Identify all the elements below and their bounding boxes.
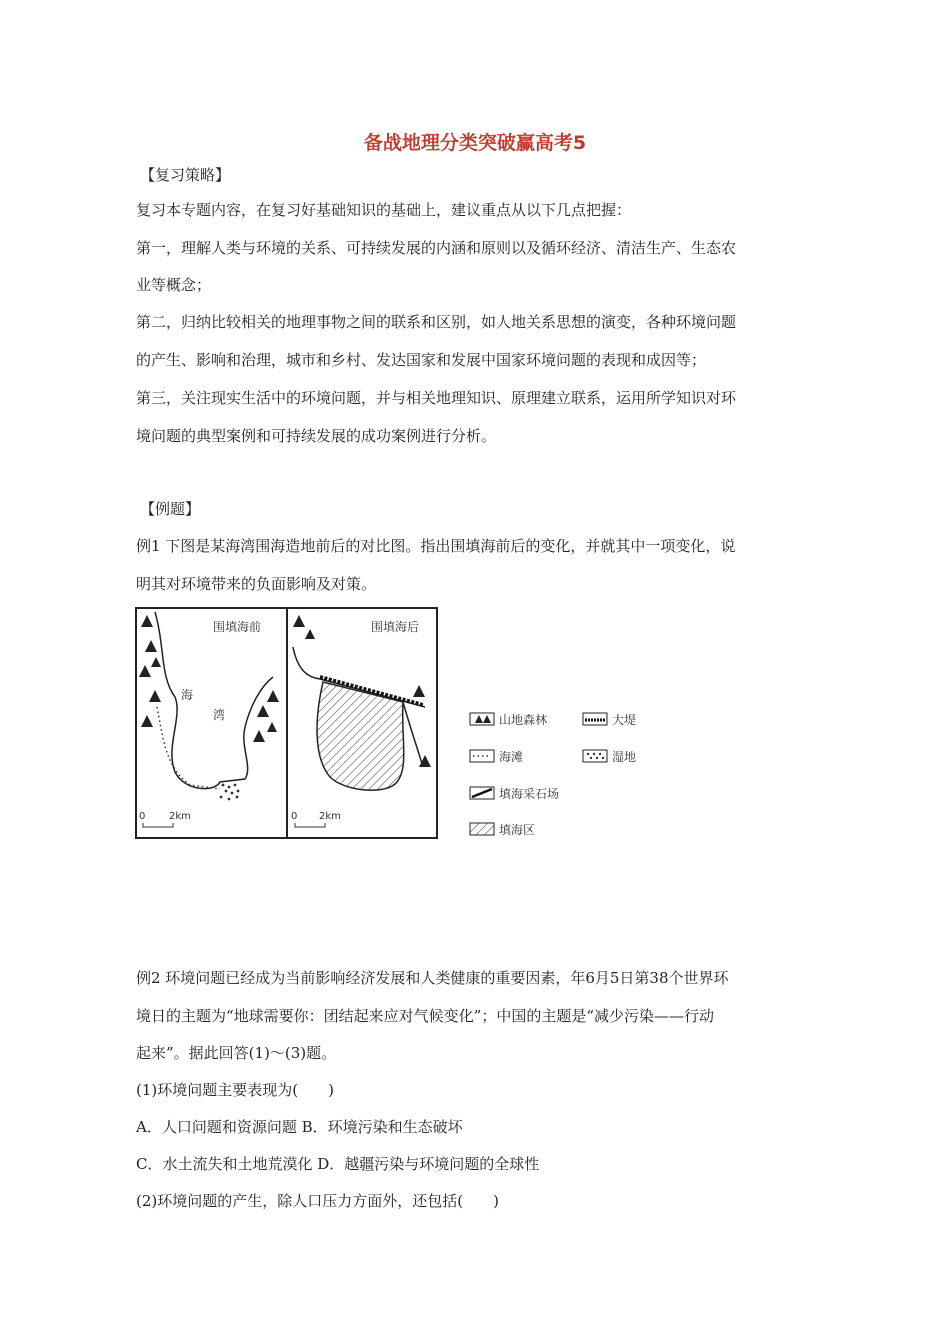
scale-zero-right: 0 [291,811,298,822]
section-heading-strategy: 【复习策略】 [140,166,231,184]
question-line: (1)环境问题主要表现为( ) [136,1081,334,1099]
beach-dots-before [157,707,220,789]
panel-before-frame [136,608,287,838]
scale-label-right: 2km [319,811,341,822]
strategy-line: 第二，归纳比较相关的地理事物之间的联系和区别，如人地关系思想的演变，各种环境问题 [136,313,737,331]
legend-label: 填海采石场 [499,787,560,801]
bay-label-1: 海 [181,688,194,702]
scale-bar-left [143,823,173,827]
coastline-before [155,612,273,789]
scale-zero-left: 0 [139,811,146,822]
strategy-line: 第一，理解人类与环境的关系、可持续发展的内涵和原则以及循环经济、清洁生产、生态农 [136,239,737,257]
reclaim-area [317,682,404,790]
question-line: (2)环境问题的产生，除人口压力方面外，还包括( ) [136,1192,499,1210]
reclamation-comparison-figure [135,607,655,839]
wetland-icon [583,750,607,762]
strategy-line: 境问题的典型案例和可持续发展的成功案例进行分析。 [136,427,497,445]
reclaim-icon [470,823,494,835]
coastline-after-east [403,702,423,767]
forest-icon [470,713,494,725]
option-line: A．人口问题和资源问题 B．环境污染和生态破坏 [136,1118,463,1136]
example2-line: 例2 环境问题已经成为当前影响经济发展和人类健康的重要因素，年6月5日第38个世界环 [136,969,729,987]
panel-after-title: 围填海后 [371,620,420,634]
scale-label-left: 2km [169,811,191,822]
example1-line: 明其对环境带来的负面影响及对策。 [136,575,377,593]
strategy-line: 业等概念； [136,276,212,294]
legend-label: 湿地 [612,750,637,764]
example2-line: 境日的主题为“地球需要你：团结起来应对气候变化”；中国的主题是“减少污染——行动 [136,1007,715,1025]
strategy-line: 复习本专题内容，在复习好基础知识的基础上，建议重点从以下几点把握： [136,201,632,219]
forest-left-before [139,615,161,727]
option-line: C．水土流失和土地荒漠化 D．越疆污染与环境问题的全球性 [136,1155,540,1173]
scale-bar-right [295,823,325,827]
legend-label: 大堤 [612,713,637,727]
panel-before-title: 围填海前 [213,620,262,634]
wetland-patch-before [220,784,240,801]
legend-label: 山地森林 [499,713,548,727]
example2-line: 起来”。据此回答(1)～(3)题。 [136,1044,337,1062]
example1-line: 例1 下图是某海湾围海造地前后的对比图。指出围填海前后的变化，并就其中一项变化，说 [136,537,736,555]
strategy-line: 的产生、影响和治理，城市和乡村、发达国家和发展中国家环境问题的表现和成因等； [136,351,707,369]
legend-label: 海滩 [499,750,524,764]
strategy-line: 第三，关注现实生活中的环境问题，并与相关地理知识、原理建立联系，运用所学知识对环 [136,389,737,407]
reclamation-map-svg [135,607,655,839]
page-title: 备战地理分类突破赢高考5 [363,132,587,154]
bay-label-2: 湾 [213,708,226,722]
section-heading-examples: 【例题】 [140,500,201,518]
legend [470,712,636,837]
legend-label: 填海区 [499,823,536,837]
